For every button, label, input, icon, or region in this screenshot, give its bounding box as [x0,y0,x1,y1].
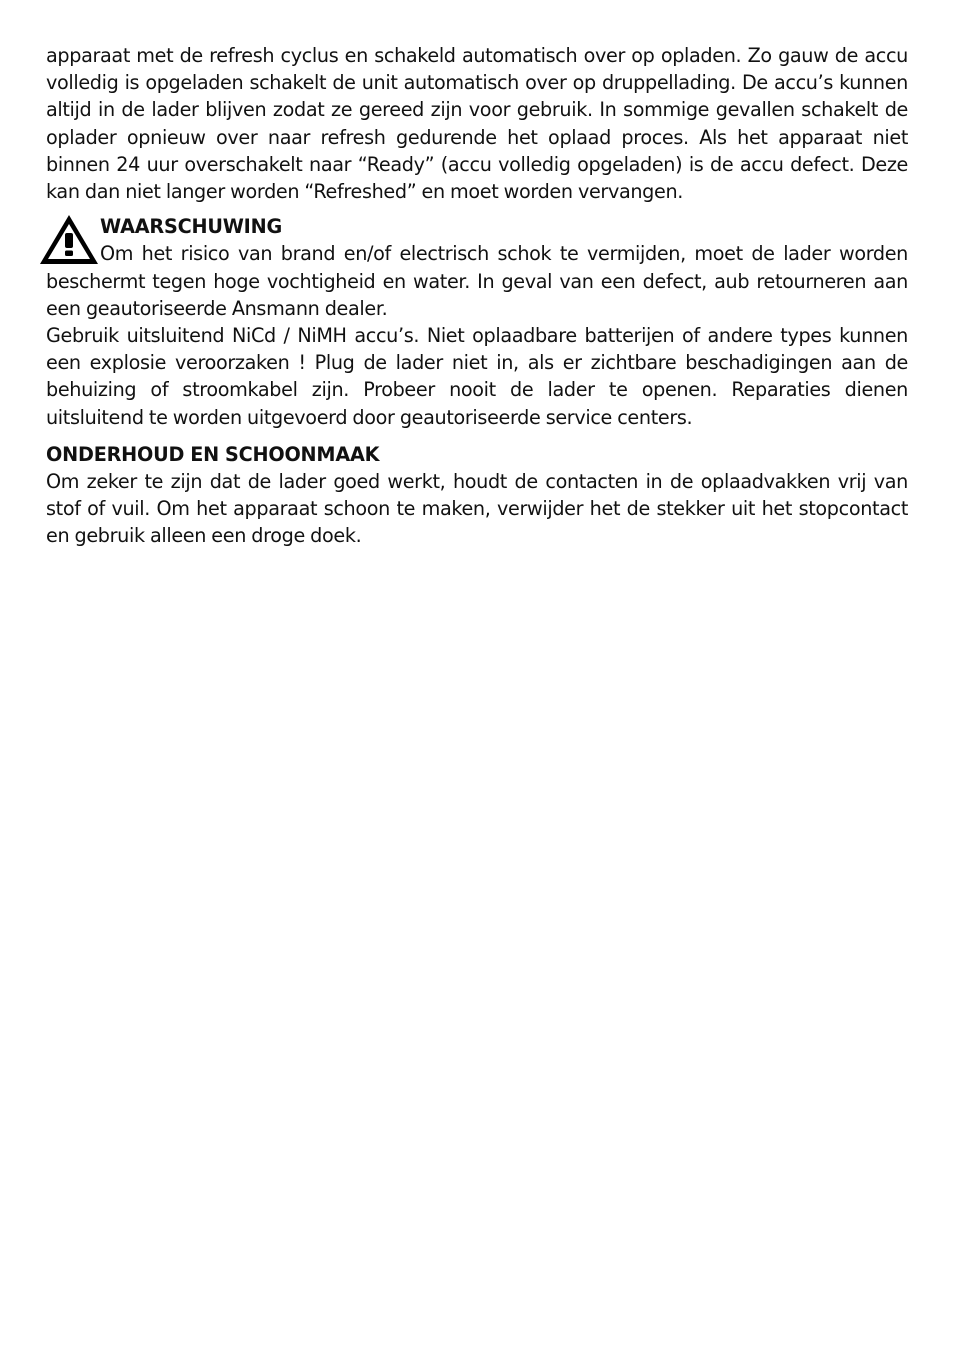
warning-paragraph-1: Om het risico van brand en/of electrisch schok te vermijden, moet de lader worden beschermt tegen hoge vochtigheid en water. In geval van een defect, aub retourneren aan een geautoriseerde Ansmann dealer. [46,242,908,320]
maintenance-title: ONDERHOUD EN SCHOONMAAK [46,442,380,466]
warning-title: WAARSCHUWING [100,215,283,239]
intro-paragraph: apparaat met de refresh cyclus en schakeld automatisch over op opladen. Zo gauw de accu volledig is opgeladen schakelt de unit automatisch over op druppellading. De accu’s kunnen altijd in de lader blijven zodat ze gereed zijn voor gebruik. In sommige gevallen schakelt de oplader opnieuw over naar refresh gedurende het oplaad proces. Als het apparaat niet binnen 24 uur overschakelt naar “Ready” (accu volledig opgeladen) is de accu defect. Deze kan dan niet langer worden “Refreshed” en moet worden vervangen. [46,44,908,204]
warning-triangle-icon [38,213,100,267]
warning-section [46,213,908,431]
warning-paragraph-2: Gebruik uitsluitend NiCd / NiMH accu’s. Niet oplaadbare batterijen of andere types kunnen een explosie veroorzaken ! Plug de lader niet in, als er zichtbare beschadigingen aan de behuizing of stroomkabel zijn. Probeer nooit de lader te openen. Reparaties dienen uitsluitend te worden uitgevoerd door geautoriseerde service centers. [46,324,908,429]
document-page [46,42,908,550]
maintenance-paragraph: Om zeker te zijn dat de lader goed werkt, houdt de contacten in de oplaadvakken vrij van stof of vuil. Om het apparaat schoon te maken, verwijder het de stekker uit het stopcontact en gebruik alleen een droge doek. [46,470,908,548]
